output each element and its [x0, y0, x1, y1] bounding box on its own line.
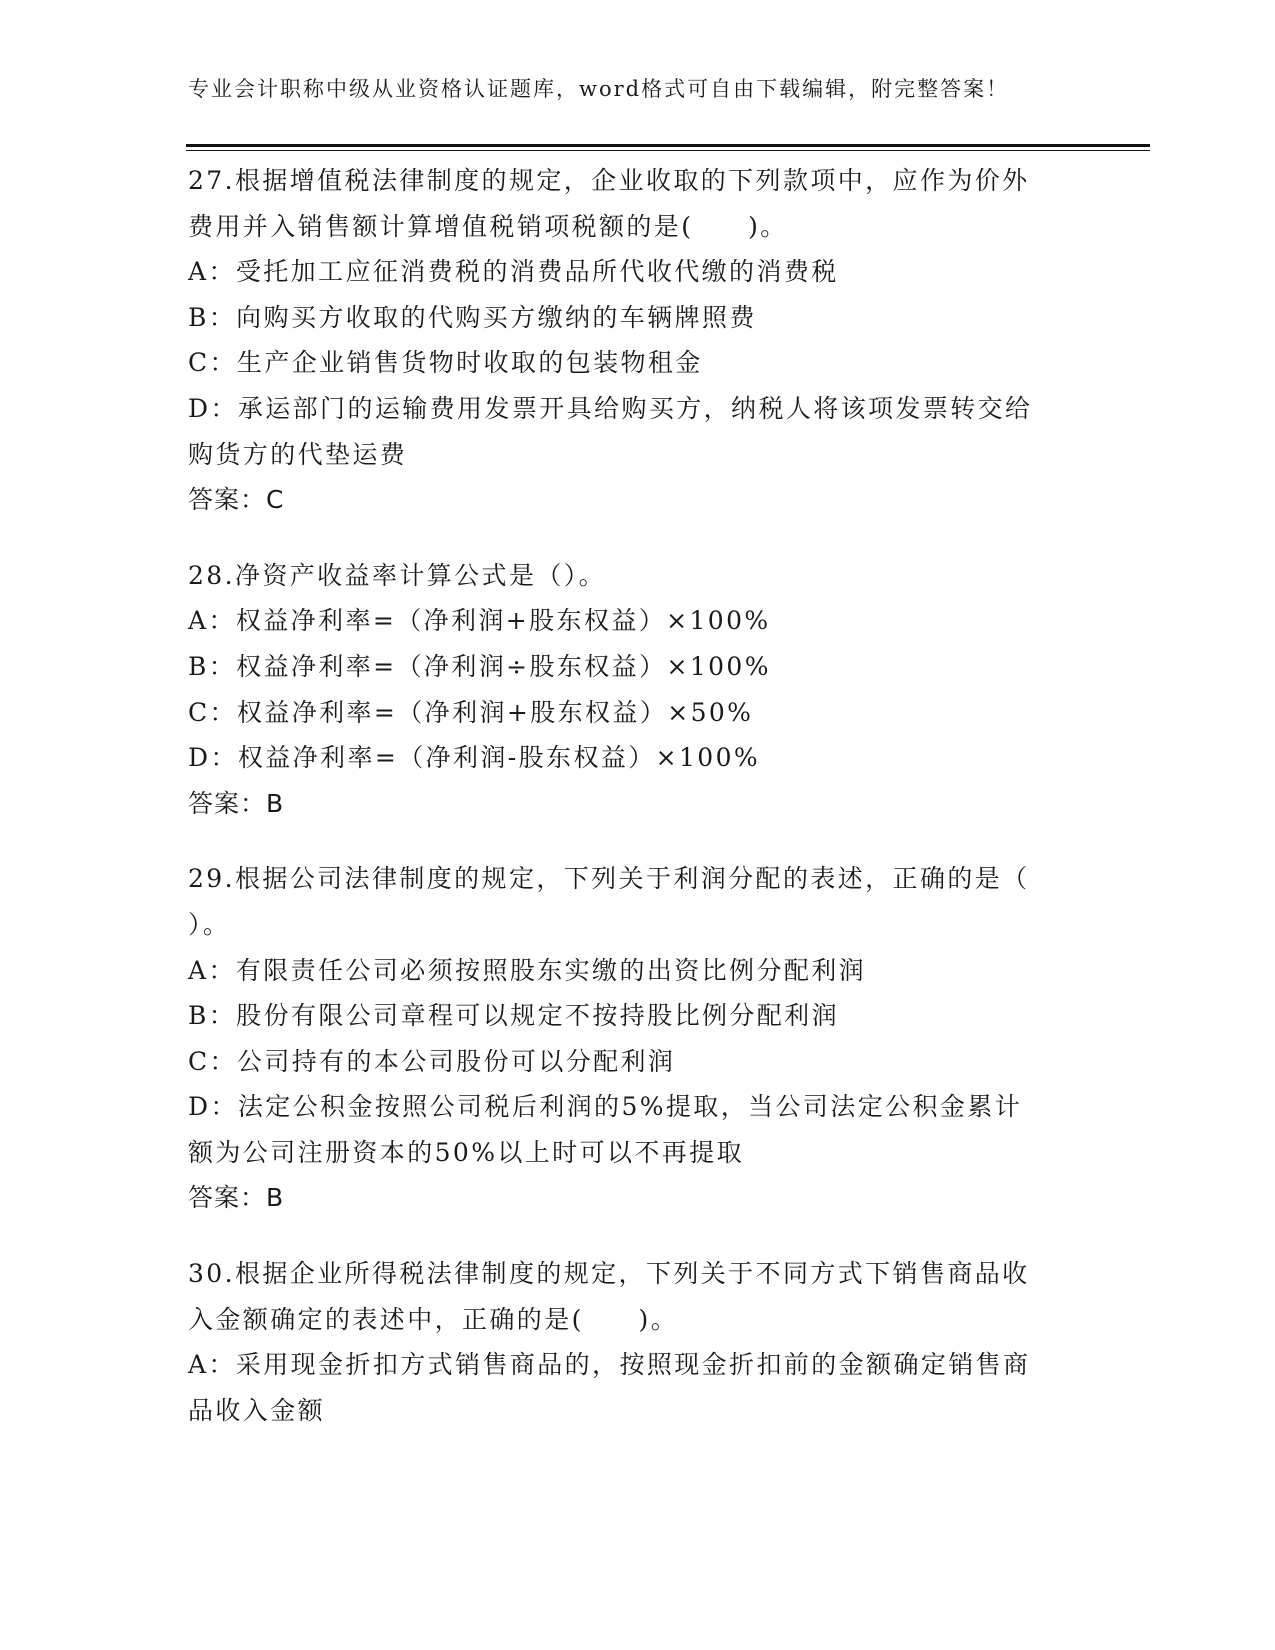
question-30 — [188, 1251, 1088, 1433]
option-d: D：承运部门的运输费用发票开具给购买方，纳税人将该项发票转交给 — [188, 393, 1033, 423]
option-a: A：权益净利率=（净利润+股东权益）×100% — [188, 606, 771, 636]
option-a: A：有限责任公司必须按照股东实缴的出资比例分配利润 — [188, 955, 867, 985]
option-b: B：股份有限公司章程可以规定不按持股比例分配利润 — [188, 1001, 839, 1031]
option-c: C：生产企业销售货物时收取的包装物租金 — [188, 348, 703, 378]
question-stem: 27.根据增值税法律制度的规定，企业收取的下列款项中，应作为价外 — [188, 166, 1030, 195]
option-b: B：权益净利率=（净利润÷股东权益）×100% — [188, 651, 771, 681]
option-d: D：权益净利率=（净利润-股东权益）×100% — [188, 743, 761, 773]
option-c: C：公司持有的本公司股份可以分配利润 — [188, 1046, 676, 1076]
option-a: A：受托加工应征消费税的消费品所代收代缴的消费税 — [188, 257, 839, 287]
answer: 答案：C — [188, 485, 285, 515]
option-a-continued: 品收入金额 — [188, 1395, 326, 1425]
header-divider-thin — [186, 150, 1150, 151]
option-c: C：权益净利率=（净利润+股东权益）×50% — [188, 697, 754, 727]
question-stem: 28.净资产收益率计算公式是（）。 — [188, 560, 607, 590]
question-stem: 29.根据公司法律制度的规定，下列关于利润分配的表述，正确的是（ — [188, 864, 1030, 894]
question-stem: ）。 — [188, 909, 231, 939]
answer: 答案：B — [188, 1183, 285, 1213]
question-stem: 30.根据企业所得税法律制度的规定，下列关于不同方式下销售商品收 — [188, 1259, 1030, 1289]
answer: 答案：B — [188, 788, 285, 818]
option-a: A：采用现金折扣方式销售商品的，按照现金折扣前的金额确定销售商 — [188, 1350, 1031, 1380]
option-d-continued: 额为公司注册资本的50%以上时可以不再提取 — [188, 1137, 744, 1167]
page-header: 专业会计职称中级从业资格认证题库，word格式可自由下载编辑，附完整答案！ — [188, 77, 1010, 101]
question-stem: 费用并入销售额计算增值税销项税额的是( )。 — [188, 211, 788, 241]
question-29 — [188, 856, 1088, 1221]
header-divider-thick — [186, 144, 1150, 147]
question-stem: 入金额确定的表述中，正确的是( )。 — [188, 1304, 679, 1334]
option-d-continued: 购货方的代垫运费 — [188, 439, 408, 469]
option-d: D：法定公积金按照公司税后利润的5%提取，当公司法定公积金累计 — [188, 1092, 1023, 1122]
option-b: B：向购买方收取的代购买方缴纳的车辆牌照费 — [188, 302, 757, 332]
question-28 — [188, 553, 1088, 827]
question-list — [188, 158, 1088, 1463]
question-27 — [188, 158, 1088, 523]
